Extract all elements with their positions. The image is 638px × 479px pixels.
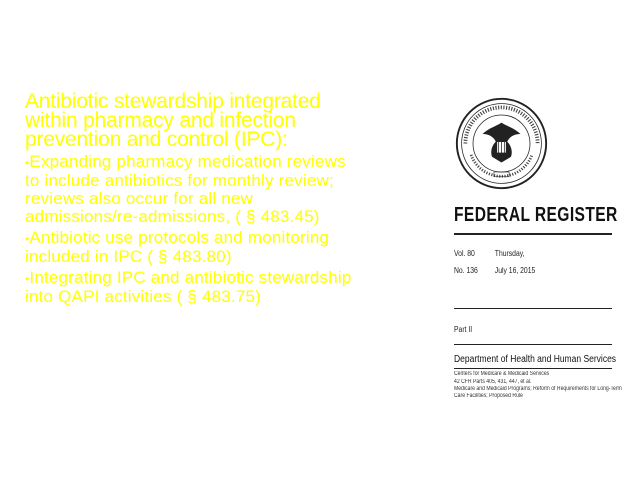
issue-date: July 16, 2015 <box>494 266 536 275</box>
volume-day: Thursday, <box>494 249 525 258</box>
volume-info <box>454 249 525 259</box>
part-label: Part II <box>454 325 473 334</box>
bullet-marker: • <box>25 156 30 170</box>
divider <box>454 233 612 235</box>
bullet-item <box>25 269 355 306</box>
bullet-text: Antibiotic use protocols and monitoring included in IPC ( § 483.80) <box>25 228 330 266</box>
bullet-item <box>25 153 355 226</box>
bullet-item <box>25 229 355 266</box>
bullet-text: Expanding pharmacy medication reviews to include antibiotics for monthly review; reviews also occur for all new admissions/re-admissions, ( § 483.45) <box>25 152 346 226</box>
issue-number: No. 136 <box>454 266 478 275</box>
slide-text-column <box>25 92 375 309</box>
department-name: Department of Health and Human Services <box>454 354 617 365</box>
cfr-parts: 42 CFR Parts 405, 431, 447, et al. <box>454 379 532 385</box>
bullet-marker: • <box>25 272 30 286</box>
issue-info <box>454 266 536 276</box>
volume-label: Vol. 80 <box>454 249 475 258</box>
department-seal-icon <box>454 96 549 191</box>
rule-title-line2: Care Facilities; Proposed Rule <box>454 393 523 399</box>
federal-register-title: FEDERAL REGISTER <box>454 204 618 226</box>
rule-title-line1: Medicare and Medicaid Programs; Reform of Requirements for Long-Term <box>454 386 622 392</box>
divider <box>454 368 612 369</box>
bullet-marker: • <box>25 232 30 246</box>
federal-register-cover <box>438 96 622 406</box>
agency-name: Centers for Medicare & Medicaid Services <box>454 371 550 377</box>
slide-heading: Antibiotic stewardship integrated within pharmacy and infection prevention and control (IPC): <box>25 90 321 151</box>
divider <box>454 308 612 309</box>
divider <box>454 344 612 345</box>
bullet-text: Integrating IPC and antibiotic stewardship into QAPI activities ( § 483.75) <box>25 268 352 306</box>
